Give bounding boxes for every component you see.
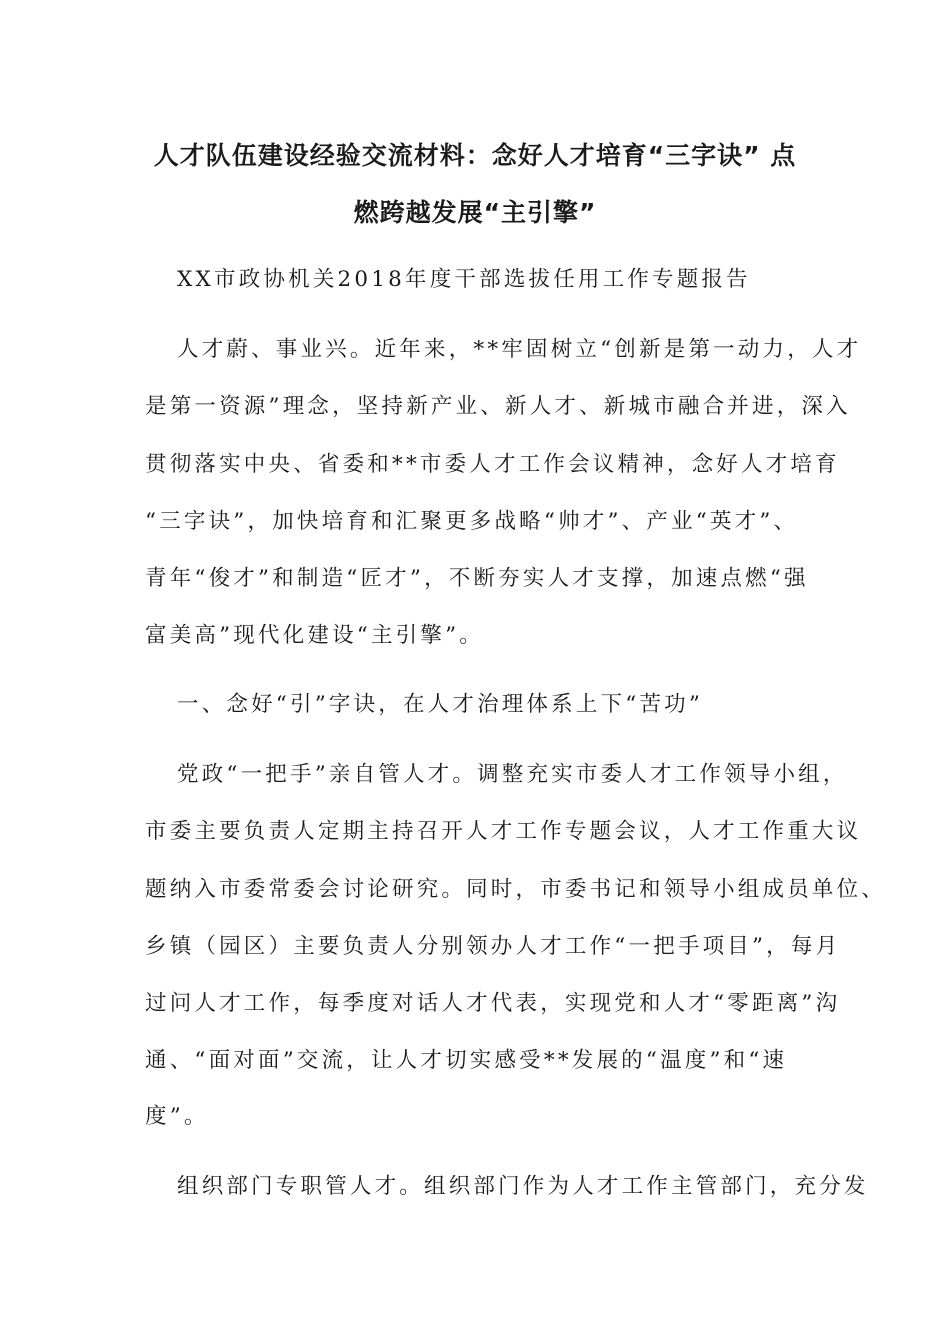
paragraph-2-line: 题纳入市委常委会讨论研究。同时，市委书记和领导小组成员单位、: [145, 877, 887, 902]
paragraph-2-line: 乡镇（园区）主要负责人分别领办人才工作“一把手项目”，每月: [145, 934, 841, 959]
document-title-line-2: 燃跨越发展“主引擎”: [353, 198, 597, 227]
paragraph-3-line: 组织部门专职管人才。组织部门作为人才工作主管部门，充分发: [177, 1174, 869, 1199]
paragraph-1-line: 贯彻落实中央、省委和**市委人才工作会议精神，念好人才培育: [145, 452, 840, 477]
paragraph-2-line: 通、“面对面”交流，让人才切实感受**发展的“温度”和“速: [145, 1048, 788, 1073]
paragraph-2-line: 过问人才工作，每季度对话人才代表，实现党和人才“零距离”沟: [145, 991, 841, 1016]
document-title-line-1: 人才队伍建设经验交流材料：念好人才培育“三字诀” 点: [153, 141, 797, 170]
paragraph-1-line: 人才蔚、事业兴。近年来，**牢固树立“创新是第一动力，人才: [177, 337, 862, 362]
paragraph-2-line: 党政“一把手”亲自管人才。调整充实市委人才工作领导小组，: [177, 762, 848, 787]
paragraph-2-line: 度”。: [145, 1104, 209, 1129]
paragraph-2-line: 市委主要负责人定期主持召开人才工作专题会议，人才工作重大议: [145, 819, 862, 844]
paragraph-1-line: 是第一资源”理念，坚持新产业、新人才、新城市融合并进，深入: [145, 394, 851, 419]
paragraph-1-line: 青年“俊才”和制造“匠才”，不断夯实人才支撑，加速点燃“强: [145, 566, 809, 591]
paragraph-1-line: “三字诀”，加快培育和汇聚更多战略“帅才”、产业“英才”、: [145, 509, 799, 534]
section-heading-1: 一、念好“引”字诀，在人才治理体系上下“苦功”: [177, 692, 704, 717]
document-subtitle: XX市政协机关2018年度干部选拔任用工作专题报告: [177, 267, 751, 292]
paragraph-1-line: 富美高”现代化建设“主引擎”。: [145, 623, 484, 648]
